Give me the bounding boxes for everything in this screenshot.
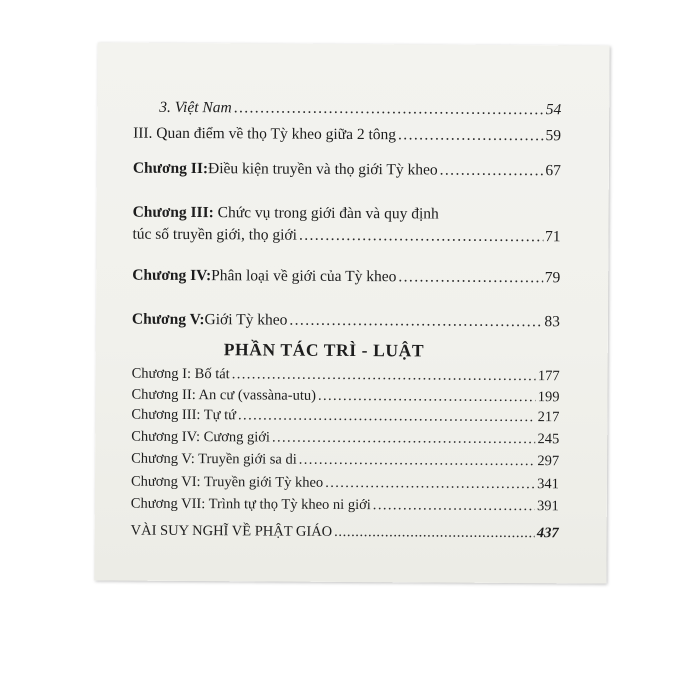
toc-entry-chapter-label: Chương III: bbox=[132, 203, 214, 222]
toc-entry-page: 437 bbox=[536, 525, 559, 542]
toc-entry-title: Chương VII: Trình tự thọ Tỳ kheo ni giới bbox=[130, 495, 371, 514]
toc-entry-chuong-5 bbox=[132, 311, 560, 332]
toc-entry-page: 177 bbox=[537, 368, 560, 385]
toc-entry-page: 391 bbox=[537, 498, 559, 515]
toc-entry-title: Chương III: Tự tứ bbox=[131, 406, 237, 424]
toc-leader-dots bbox=[299, 451, 536, 470]
toc-leader-dots bbox=[238, 406, 536, 426]
toc-leader-dots bbox=[398, 268, 542, 287]
toc-entry-title: Chương IV: Cương giới bbox=[131, 428, 271, 446]
toc-entry-page: 297 bbox=[537, 453, 560, 470]
toc-entry-page: 71 bbox=[544, 228, 561, 246]
toc-entry-chuong-3-line1 bbox=[133, 204, 439, 224]
toc-entry-page: 79 bbox=[544, 269, 561, 287]
toc-leader-dots bbox=[325, 474, 535, 493]
section-heading: PHẦN TÁC TRÌ - LUẬT bbox=[223, 339, 425, 361]
toc-entry-title: Chương I: Bố tát bbox=[131, 365, 230, 383]
toc-entry-chuong-4 bbox=[132, 267, 560, 288]
toc-leader-dots bbox=[318, 387, 536, 406]
toc-entry-continuation: túc số truyền giới, thọ giới bbox=[132, 225, 298, 244]
toc-section-entry-1 bbox=[132, 365, 560, 386]
toc-section-entry-2 bbox=[131, 386, 559, 407]
toc-entry-page: 245 bbox=[537, 431, 560, 448]
toc-entry-title: Giới Tỳ kheo bbox=[204, 311, 288, 329]
toc-section-entry-3 bbox=[131, 406, 559, 427]
toc-entry-title: VÀI SUY NGHĨ VỀ PHẬT GIÁO bbox=[130, 522, 333, 540]
toc-section-entry-6 bbox=[131, 473, 559, 494]
toc-leader-dots bbox=[289, 312, 542, 332]
toc-leader-dots bbox=[299, 227, 543, 246]
toc-entry-quan-diem bbox=[133, 125, 561, 146]
toc-entry-title: Chương II: An cư (vassàna-utu) bbox=[131, 386, 317, 404]
toc-entry-title: 3. Việt Nam bbox=[159, 98, 232, 117]
toc-entry-title: III. Quan điểm về thọ Tỳ kheo giữa 2 tông bbox=[133, 124, 397, 144]
toc-entry-viet-nam bbox=[159, 99, 561, 119]
toc-entry-chuong-3-line2 bbox=[132, 226, 560, 247]
toc-entry-title: Chương VI: Truyền giới Tỳ kheo bbox=[130, 473, 324, 491]
toc-entry-page: 59 bbox=[545, 127, 562, 145]
toc-entry-page: 83 bbox=[544, 313, 561, 331]
toc-section-entry-4 bbox=[131, 428, 559, 449]
toc-entry-title: Điều kiện truyền và thọ giới Tỳ kheo bbox=[207, 160, 438, 179]
toc-leader-dots bbox=[440, 162, 544, 181]
toc-entry-page: 217 bbox=[537, 409, 560, 426]
toc-entry-chapter-label: Chương V: bbox=[131, 310, 205, 329]
toc-entry-chapter-label: Chương II: bbox=[132, 159, 209, 178]
table-of-contents bbox=[130, 81, 562, 542]
book-page bbox=[94, 42, 609, 583]
toc-entry-page: 341 bbox=[537, 476, 560, 493]
toc-entry-title: Chương V: Truyền giới sa di bbox=[131, 450, 297, 468]
toc-entry-title: Phân loại về giới của Tỳ kheo bbox=[211, 267, 397, 286]
toc-leader-dots bbox=[373, 496, 535, 515]
toc-leader-dots bbox=[334, 523, 535, 542]
toc-leader-dots bbox=[272, 429, 536, 449]
toc-entry-title: Chức vụ trong giới đàn và quy định bbox=[213, 204, 439, 223]
toc-leader-dots bbox=[398, 126, 544, 145]
toc-entry-page: 54 bbox=[545, 101, 562, 119]
toc-final-entry bbox=[131, 522, 559, 543]
toc-entry-chapter-label: Chương IV: bbox=[132, 266, 212, 285]
toc-section-entry-7 bbox=[131, 495, 559, 516]
toc-entry-page: 67 bbox=[545, 162, 561, 180]
toc-entry-page: 199 bbox=[537, 389, 560, 406]
toc-leader-dots bbox=[234, 99, 544, 119]
toc-entry-chuong-2 bbox=[133, 160, 561, 181]
toc-section-entry-5 bbox=[131, 450, 559, 471]
toc-leader-dots bbox=[232, 365, 536, 385]
